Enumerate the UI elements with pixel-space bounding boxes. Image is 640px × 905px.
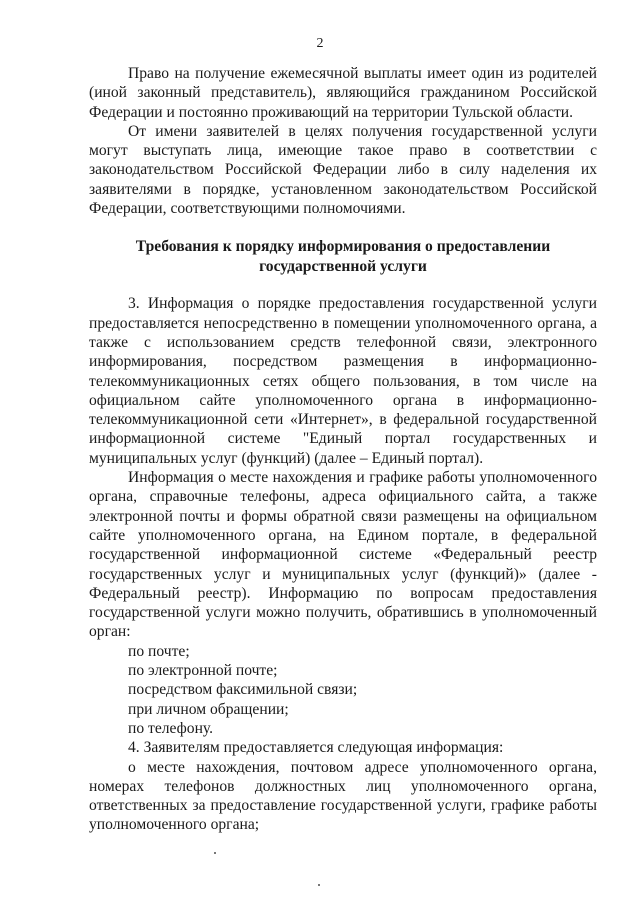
contact-methods-list (89, 642, 597, 738)
list-item: при личном обращении; (128, 700, 289, 718)
section-heading (89, 237, 597, 276)
paragraph-representatives: От имени заявителей в целях получения государственной услуги могут выступать лица, имеющие такое право в соответствии с законодательством Российской Федерации либо в силу наделения их заявителями в порядке, установленном законодательством Российской Федерации, соответствующими полномочиями. (89, 122, 597, 218)
paragraph-location-details: о месте нахождения, почтовом адресе уполномоченного органа, номерах телефонов должностных лиц уполномоченного органа, ответственных за предоставление государственной услуги, графике работы уполномоченного органа; (89, 758, 597, 834)
section-heading-line-2: государственной услуги (259, 257, 427, 275)
document-body (89, 64, 597, 835)
scan-speck (214, 852, 216, 854)
list-item: по электронной почте; (128, 662, 278, 680)
paragraph-parent-right: Право на получение ежемесячной выплаты имеет один из родителей (иной законный представитель), являющийся гражданином Российской Федерации и постоянно проживающий на территории Тульской области. (89, 65, 597, 121)
page-number: 2 (316, 36, 324, 51)
list-item: по почте; (128, 642, 190, 660)
paragraph-location-info: Информация о месте нахождения и графике работы уполномоченного органа, справочные телефоны, адреса официального сайта, а также электронной почты и формы обратной связи размещены на официальном сайте уполномоченного органа, на Едином портале, в федеральной государственной информационной системе «Федеральный реестр государственных услуг и муниципальных услуг (функций)» (далее - Федеральный реестр). Информацию по вопросам предоставления государственной услуги можно получить, обратившись в уполномоченный орган: (89, 469, 597, 641)
paragraph-item-3: 3. Информация о порядке предоставления государственной услуги предоставляется непосредственно в помещении уполномоченного органа, а также с использованием средств телефонной связи, электронного информирования, посредством размещения в информационно-телекоммуникационных сетях общего пользования, в том числе на официальном сайте уполномоченного органа в информационно-телекоммуникационной сети «Интернет», в федеральной государственной информационной системе "Единый портал государственных и муниципальных услуг (функций) (далее – Единый портал). (89, 295, 597, 467)
section-heading-line-1: Требования к порядку информирования о предоставлении (135, 238, 551, 256)
list-item: по телефону. (128, 719, 214, 737)
list-item: посредством факсимильной связи; (128, 681, 358, 699)
scan-speck (318, 884, 320, 886)
paragraph-item-4: 4. Заявителям предоставляется следующая информация: (128, 739, 504, 757)
